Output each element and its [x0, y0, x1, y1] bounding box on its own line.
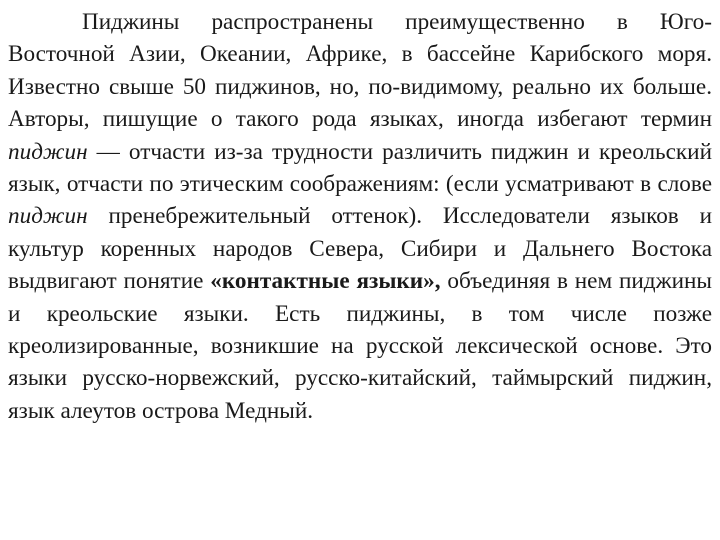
text-part-3: пренебрежительный оттенок). Исследователи языков и культур коренных народов Севера, Сибири и Дальнего Востока выдвигают понятие: [8, 203, 712, 295]
term-contact-languages: «контактные языки»,: [210, 268, 441, 295]
term-pidgin-1: пиджин: [8, 138, 88, 165]
text-part-1: Пиджины распространены преимущественно в Юго-Восточной Азии, Океании, Африке, в бассейне Карибского моря. Известно свыше 50 пиджинов, но, по-видимому, реально их больше. Авторы, пишущие о такого рода языках, иногда избегают термин: [8, 9, 712, 133]
text-part-4: объединяя в нем пиджины и креольские языки. Есть пиджины, в том числе позже креолизированные, возникшие на русской лексической основе. Это языки русско-норвежский, русско-китайский, таймырский пиджин, язык алеутов острова Медный.: [8, 268, 712, 424]
term-pidgin-2: пиджин: [8, 203, 88, 230]
text-part-2: — отчасти из-за трудности различить пиджин и креольский язык, отчасти по этическим соображениям: (если усматривают в слове: [8, 138, 712, 198]
body-paragraph: [8, 6, 712, 427]
